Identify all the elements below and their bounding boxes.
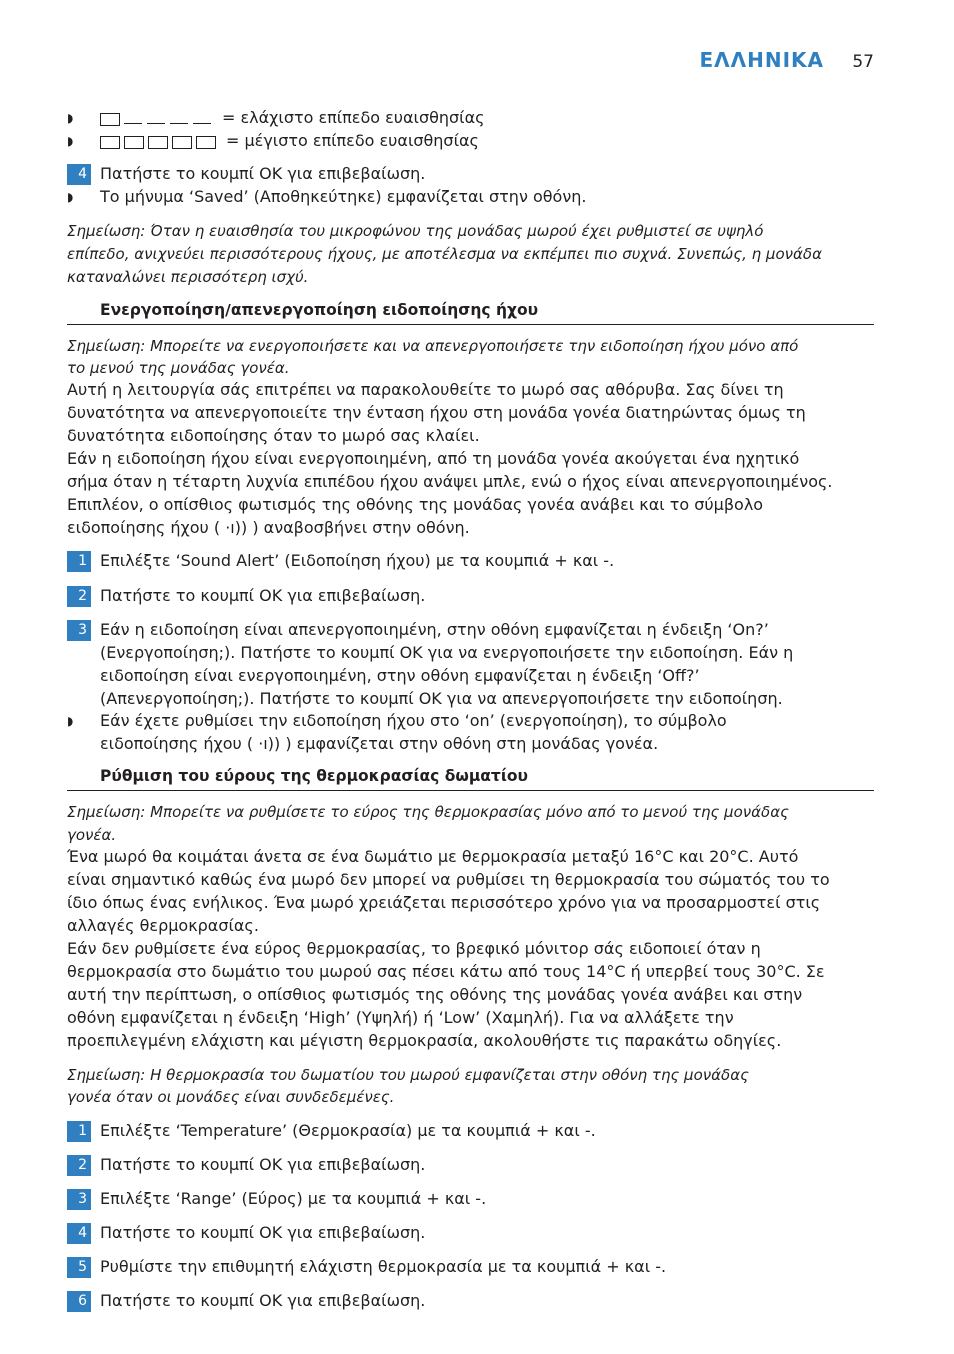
step-number-badge: 6	[67, 1291, 91, 1312]
section-rule	[67, 324, 874, 325]
note-line: γονέα.	[67, 826, 117, 844]
note-line: Σημείωση: Μπορείτε να ρυθμίσετε το εύρος της θερμοκρασίας μόνο από το μενού της μονάδας	[67, 803, 789, 821]
step-text: Πατήστε το κουμπί OK για επιβεβαίωση.	[100, 164, 426, 183]
section-heading: Ρύθμιση του εύρους της θερμοκρασίας δωματίου	[100, 767, 528, 785]
step-number-badge: 1	[67, 1121, 91, 1142]
language-label: ΕΛΛΗΝΙΚΑ	[699, 48, 824, 72]
body-line: Εάν δεν ρυθμίσετε ένα εύρος θερμοκρασίας, το βρεφικό μόνιτορ σάς ειδοποιεί όταν η	[67, 939, 761, 958]
body-line: δυνατότητα ειδοποίησης όταν το μωρό σας κλαίει.	[67, 426, 480, 445]
bullet-icon: ◗	[67, 134, 74, 148]
sensitivity-max-row	[100, 131, 479, 152]
step-number-badge: 4	[67, 164, 91, 185]
step-number-badge: 4	[67, 1223, 91, 1244]
note-line: επίπεδο, ανιχνεύει περισσότερους ήχους, με αποτέλεσμα να εκπέμπει πιο συχνά. Συνεπώς, η μονάδα	[67, 245, 822, 263]
sensitivity-min-icon	[100, 109, 216, 129]
step-number-badge: 3	[67, 1189, 91, 1210]
step-number-badge: 1	[67, 551, 91, 572]
step-text: Πατήστε το κουμπί OK για επιβεβαίωση.	[100, 1155, 426, 1174]
step-text: Επιλέξτε ‘Temperature’ (Θερμοκρασία) με τα κουμπιά + και -.	[100, 1121, 596, 1140]
step-text: Πατήστε το κουμπί OK για επιβεβαίωση.	[100, 1291, 426, 1310]
body-line: Αυτή η λειτουργία σάς επιτρέπει να παρακολουθείτε το μωρό σας αθόρυβα. Σας δίνει τη	[67, 380, 784, 399]
body-line: οθόνη εμφανίζεται η ένδειξη ‘High’ (Υψηλή) ή ‘Low’ (Χαμηλή). Για να αλλάξετε την	[67, 1008, 734, 1027]
sensitivity-min-row	[100, 108, 485, 129]
step-result: Εάν έχετε ρυθμίσει την ειδοποίηση ήχου στο ‘on’ (ενεργοποίηση), το σύμβολο	[100, 711, 727, 730]
sensitivity-max-icon	[100, 132, 220, 152]
step-number-badge: 5	[67, 1257, 91, 1278]
body-line: Εάν η ειδοποίηση ήχου είναι ενεργοποιημένη, από τη μονάδα γονέα ακούγεται ένα ηχητικό	[67, 449, 800, 468]
step-text: (Ενεργοποίηση;). Πατήστε το κουμπί OK για να ενεργοποιήσετε την ειδοποίηση. Εάν η	[100, 643, 794, 662]
body-line: προεπιλεγμένη ελάχιστη και μέγιστη θερμοκρασία, ακολουθήστε τις παρακάτω οδηγίες.	[67, 1031, 782, 1050]
body-line: ίδιο όπως ένας ενήλικος. Ένα μωρό χρειάζεται περισσότερο χρόνο για να προσαρμοστεί στις	[67, 893, 821, 912]
step-result: Το μήνυμα ‘Saved’ (Αποθηκεύτηκε) εμφανίζεται στην οθόνη.	[100, 187, 587, 206]
body-line: σήμα όταν η τέταρτη λυχνία επιπέδου ήχου ανάψει μπλε, ενώ ο ήχος είναι απενεργοποιημένος.	[67, 472, 833, 491]
step-text: Πατήστε το κουμπί OK για επιβεβαίωση.	[100, 1223, 426, 1242]
bullet-icon: ◗	[67, 190, 74, 204]
note-line: καταναλώνει περισσότερη ισχύ.	[67, 268, 309, 286]
note-line: γονέα όταν οι μονάδες είναι συνδεδεμένες.	[67, 1088, 395, 1106]
note-line: Σημείωση: Όταν η ευαισθησία του μικροφώνου της μονάδας μωρού έχει ρυθμιστεί σε υψηλό	[67, 222, 764, 240]
body-line: αυτή την περίπτωση, ο οπίσθιος φωτισμός της οθόνης της μονάδας γονέα ανάβει και στην	[67, 985, 803, 1004]
body-line: ειδοποίησης ήχου ( ·ı)) ) αναβοσβήνει στην οθόνη.	[67, 518, 470, 537]
bullet-icon: ◗	[67, 111, 74, 125]
step-text: (Απενεργοποίηση;). Πατήστε το κουμπί OK για να απενεργοποιήσετε την ειδοποίηση.	[100, 689, 783, 708]
sensitivity-min-text: = ελάχιστο επίπεδο ευαισθησίας	[222, 108, 485, 127]
body-line: Ένα μωρό θα κοιμάται άνετα σε ένα δωμάτιο με θερμοκρασία μεταξύ 16°C και 20°C. Αυτό	[67, 847, 799, 866]
body-line: θερμοκρασία στο δωμάτιο του μωρού σας πέσει κάτω από τους 14°C ή υπερβεί τους 30°C. Σε	[67, 962, 825, 981]
body-line: δυνατότητα να απενεργοποιείτε την ένταση ήχου στη μονάδα γονέα διατηρώντας όμως τη	[67, 403, 806, 422]
step-number-badge: 2	[67, 1155, 91, 1176]
bullet-icon: ◗	[67, 714, 74, 728]
body-line: αλλαγές θερμοκρασίας.	[67, 916, 259, 935]
step-number-badge: 3	[67, 620, 91, 641]
note-line: Σημείωση: Μπορείτε να ενεργοποιήσετε και να απενεργοποιήσετε την ειδοποίηση ήχου μόνο από	[67, 337, 799, 355]
step-result: ειδοποίησης ήχου ( ·ı)) ) εμφανίζεται στην οθόνη στη μονάδας γονέα.	[100, 734, 659, 753]
step-text: Επιλέξτε ‘Range’ (Εύρος) με τα κουμπιά + και -.	[100, 1189, 487, 1208]
section-rule	[67, 790, 874, 791]
body-line: είναι σημαντικό καθώς ένα μωρό δεν μπορεί να ρυθμίσει τη θερμοκρασία του σώματός του το	[67, 870, 830, 889]
step-text: Επιλέξτε ‘Sound Alert’ (Ειδοποίηση ήχου) με τα κουμπιά + και -.	[100, 551, 615, 570]
content-column	[67, 0, 874, 1354]
step-number-badge: 2	[67, 586, 91, 607]
section-heading: Ενεργοποίηση/απενεργοποίηση ειδοποίησης ήχου	[100, 301, 539, 319]
step-text: Ρυθμίστε την επιθυμητή ελάχιστη θερμοκρασία με τα κουμπιά + και -.	[100, 1257, 667, 1276]
step-text: Πατήστε το κουμπί OK για επιβεβαίωση.	[100, 586, 426, 605]
sensitivity-max-text: = μέγιστο επίπεδο ευαισθησίας	[226, 131, 479, 150]
note-line: το μενού της μονάδας γονέα.	[67, 359, 290, 377]
step-text: ειδοποίηση είναι ενεργοποιημένη, στην οθόνη εμφανίζεται η ένδειξη ‘Off?’	[100, 666, 700, 685]
body-line: Επιπλέον, ο οπίσθιος φωτισμός της οθόνης της μονάδας γονέα ανάβει και το σύμβολο	[67, 495, 764, 514]
step-text: Εάν η ειδοποίηση είναι απενεργοποιημένη, στην οθόνη εμφανίζεται η ένδειξη ‘On?’	[100, 620, 769, 639]
note-line: Σημείωση: Η θερμοκρασία του δωματίου του μωρού εμφανίζεται στην οθόνη της μονάδας	[67, 1066, 749, 1084]
page-number: 57	[852, 52, 874, 72]
